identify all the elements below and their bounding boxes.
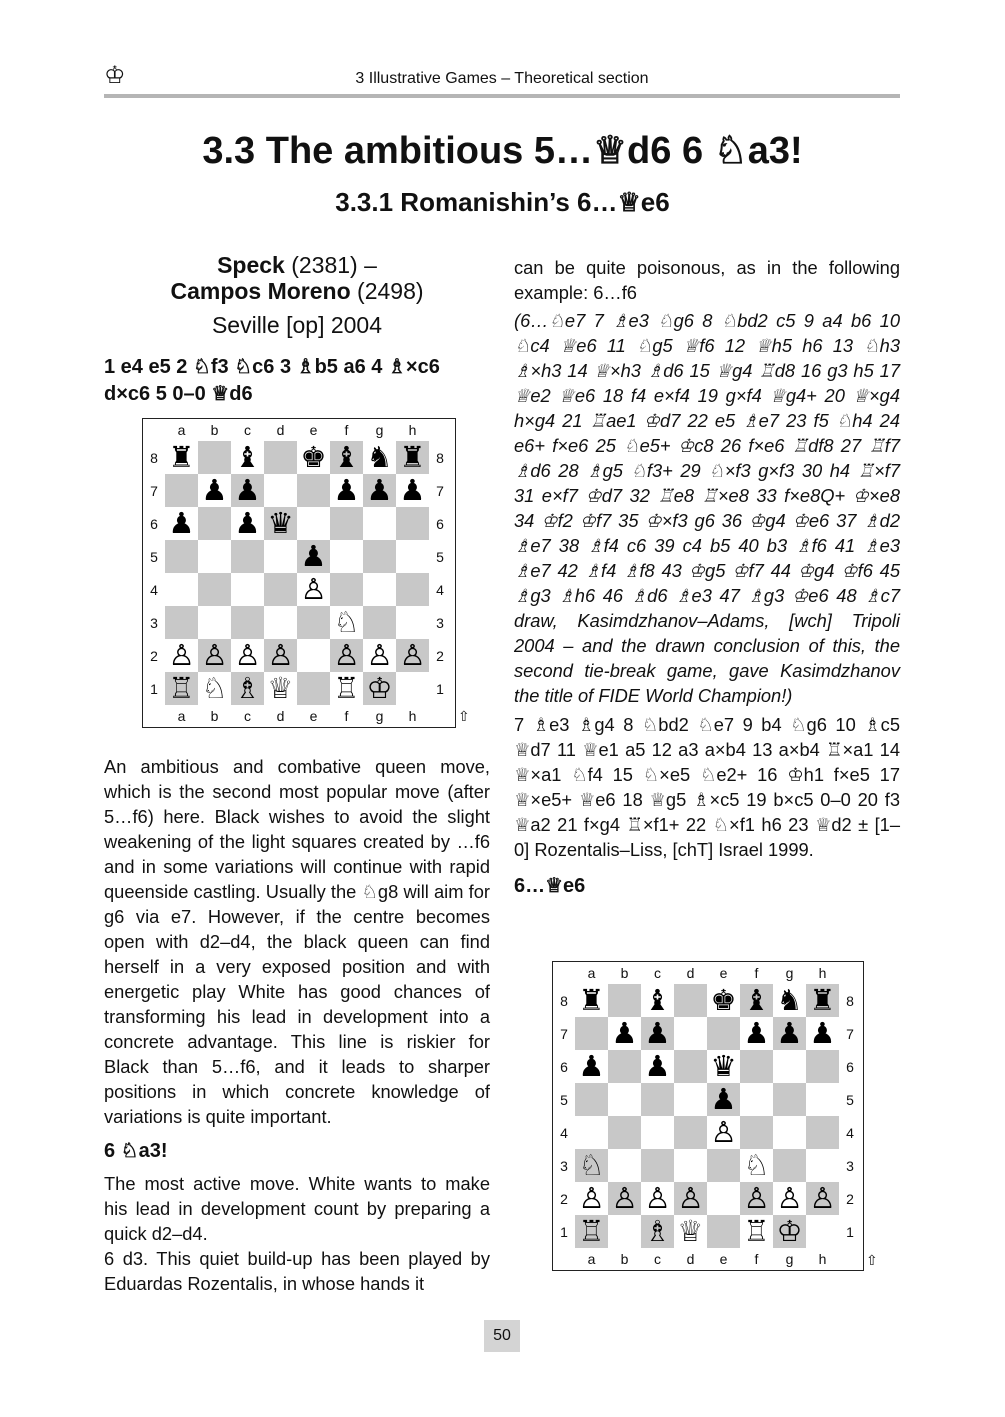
file-label-b: b [620,1251,629,1267]
square-a4 [165,573,198,606]
header-title: 3 Illustrative Games – Theoretical section [355,70,649,87]
square-g5 [363,540,396,573]
square-b8 [608,984,641,1017]
square-g7 [363,474,396,507]
file-label-a: a [587,965,596,981]
file-label-g: g [785,965,794,981]
white-rook-icon: ♖ [168,671,195,705]
square-c8 [641,984,674,1017]
chess-diagram-2 [552,961,864,1271]
square-e4 [297,573,330,606]
square-e5 [297,540,330,573]
white-knight-icon: ♘ [201,671,228,705]
square-e7 [297,474,330,507]
left-paragraph-1: An ambitious and combative queen move, which is the second most popular move (after 5…f6) here. Black wishes to avoid the slight weakening of the light squares created by …f6 and in some variations will continue with rapid queenside castling. Usually the ♘g8 will aim for g6 via e7. However, if the centre becomes open with d2–d4, the black queen can find herself in a very exposed position and with energetic play White has good chances of transforming his lead in development into a concrete advantage. This line is riskier for Black than 5…f6, and it leads to sharper positions in which concrete knowledge of variations is quite important. [104,756,490,1127]
square-b6 [608,1050,641,1083]
black-pawn-icon: ♟ [234,473,261,507]
file-label-a: a [177,708,186,724]
square-c8 [231,441,264,474]
square-c7 [641,1017,674,1050]
square-a3 [165,606,198,639]
square-f8 [740,984,773,1017]
rank-label-8: 8 [846,993,854,1009]
rank-label-3: 3 [846,1158,854,1174]
square-b2 [608,1182,641,1215]
white-rook-icon: ♖ [333,671,360,705]
square-d7 [674,1017,707,1050]
rank-label-5: 5 [560,1092,568,1108]
white-pawn-icon: ♙ [201,638,228,672]
square-a6 [575,1050,608,1083]
rank-label-2: 2 [150,648,158,664]
square-a3 [575,1149,608,1182]
square-f7 [740,1017,773,1050]
square-g1 [773,1215,806,1248]
subsection-title: 3.3.1 Romanishin’s 6…♕e6 [335,187,670,217]
square-g3 [363,606,396,639]
white-king-icon: ♔ [366,671,393,705]
square-c7 [231,474,264,507]
file-label-a: a [177,422,186,438]
game-heading [104,252,490,338]
white-pawn-icon: ♙ [710,1115,737,1149]
file-label-c: c [654,965,661,981]
left-paragraph-3: 6 d3. This quiet build-up has been played by Eduardas Rozentalis, in whose hands it [104,1248,490,1294]
right-column [514,255,900,899]
black-pawn-icon: ♟ [366,473,393,507]
square-d1 [264,672,297,705]
file-label-a: a [587,1251,596,1267]
square-e1 [297,672,330,705]
file-label-d: d [686,1251,695,1267]
square-c4 [231,573,264,606]
rank-label-6: 6 [560,1059,568,1075]
square-b6 [198,507,231,540]
square-h3 [806,1149,839,1182]
board-grid [575,984,839,1248]
board-grid [165,441,429,705]
square-b8 [198,441,231,474]
square-g4 [363,573,396,606]
rank-label-2: 2 [560,1191,568,1207]
white-pawn-icon: ♙ [300,572,327,606]
square-c2 [641,1182,674,1215]
square-d2 [264,639,297,672]
square-h5 [806,1083,839,1116]
rank-label-3: 3 [150,615,158,631]
file-label-e: e [719,965,728,981]
black-rook-icon: ♜ [578,983,605,1017]
file-label-d: d [686,965,695,981]
square-a6 [165,507,198,540]
square-c1 [641,1215,674,1248]
file-label-h: h [408,708,417,724]
right-paragraph-1: can be quite poisonous, as in the following example: 6…f6 [514,257,900,303]
square-a1 [165,672,198,705]
rank-label-7: 7 [436,483,444,499]
file-label-c: c [244,422,251,438]
square-d3 [264,606,297,639]
white-pawn-icon: ♙ [333,638,360,672]
rank-label-1: 1 [846,1224,854,1240]
square-h5 [396,540,429,573]
black-pawn-icon: ♟ [168,506,195,540]
file-label-g: g [785,1251,794,1267]
square-f1 [330,672,363,705]
rank-label-1: 1 [436,681,444,697]
black-elo: (2498) [357,278,424,304]
square-a1 [575,1215,608,1248]
black-pawn-icon: ♟ [333,473,360,507]
file-label-f: f [344,422,349,438]
section-title: 3.3 The ambitious 5…♕d6 6 ♘a3! [202,130,803,172]
square-b7 [198,474,231,507]
square-h4 [806,1116,839,1149]
square-a7 [575,1017,608,1050]
square-b4 [608,1116,641,1149]
file-label-e: e [309,708,318,724]
black-pawn-icon: ♟ [743,1016,770,1050]
white-rook-icon: ♖ [743,1214,770,1248]
rank-label-6: 6 [436,516,444,532]
square-d6 [674,1050,707,1083]
square-h2 [396,639,429,672]
square-e2 [297,639,330,672]
black-queen-icon: ♛ [267,506,294,540]
square-h6 [806,1050,839,1083]
white-pawn-icon: ♙ [644,1181,671,1215]
black-bishop-icon: ♝ [333,440,360,474]
opening-moves: 1 e4 e5 2 ♘f3 ♘c6 3 ♗b5 a6 4 ♗×c6 d×c6 5 0–0 ♕d6 [104,356,440,405]
rank-label-5: 5 [846,1092,854,1108]
square-d8 [264,441,297,474]
file-label-d: d [276,708,285,724]
square-f5 [740,1083,773,1116]
square-a2 [165,639,198,672]
black-queen-icon: ♛ [710,1049,737,1083]
square-h6 [396,507,429,540]
square-h7 [396,474,429,507]
black-rook-icon: ♜ [809,983,836,1017]
square-d6 [264,507,297,540]
square-e3 [297,606,330,639]
rank-label-4: 4 [846,1125,854,1141]
white-elo: (2381) – [291,252,377,278]
square-g2 [773,1182,806,1215]
white-pawn-icon: ♙ [234,638,261,672]
square-g4 [773,1116,806,1149]
square-h4 [396,573,429,606]
square-d8 [674,984,707,1017]
square-d2 [674,1182,707,1215]
white-pawn-icon: ♙ [399,638,426,672]
black-bishop-icon: ♝ [743,983,770,1017]
square-f3 [740,1149,773,1182]
rank-label-2: 2 [436,648,444,664]
square-c3 [641,1149,674,1182]
black-knight-icon: ♞ [366,440,393,474]
rank-label-4: 4 [560,1125,568,1141]
white-pawn-icon: ♙ [366,638,393,672]
square-e8 [707,984,740,1017]
white-pawn-icon: ♙ [168,638,195,672]
file-label-b: b [620,965,629,981]
file-label-h: h [818,965,827,981]
rank-label-3: 3 [560,1158,568,1174]
page-number: 50 [484,1320,520,1352]
left-column [104,252,490,1296]
square-e3 [707,1149,740,1182]
file-label-h: h [818,1251,827,1267]
square-g7 [773,1017,806,1050]
square-d4 [674,1116,707,1149]
black-king-icon: ♚ [710,983,737,1017]
file-label-f: f [754,965,759,981]
left-paragraph-2: The most active move. White wants to make his lead in development count by preparing a quick d2–d4. [104,1173,490,1244]
white-pawn-icon: ♙ [677,1181,704,1215]
square-f8 [330,441,363,474]
file-label-e: e [309,422,318,438]
white-pawn-icon: ♙ [611,1181,638,1215]
black-bishop-icon: ♝ [644,983,671,1017]
white-queen-icon: ♕ [267,671,294,705]
square-b1 [608,1215,641,1248]
move-heading-6-na3: 6 ♘a3! [104,1140,168,1162]
square-c5 [641,1083,674,1116]
rank-label-5: 5 [150,549,158,565]
square-d5 [674,1083,707,1116]
rank-label-7: 7 [560,1026,568,1042]
square-h1 [396,672,429,705]
square-c1 [231,672,264,705]
square-g6 [773,1050,806,1083]
rank-label-4: 4 [150,582,158,598]
white-bishop-icon: ♗ [234,671,261,705]
white-pawn-icon: ♙ [809,1181,836,1215]
rank-label-6: 6 [846,1059,854,1075]
black-pawn-icon: ♟ [809,1016,836,1050]
square-b4 [198,573,231,606]
square-d7 [264,474,297,507]
square-g3 [773,1149,806,1182]
square-c2 [231,639,264,672]
square-a8 [575,984,608,1017]
square-f3 [330,606,363,639]
black-pawn-icon: ♟ [201,473,228,507]
right-variation-paragraph: (6…♘e7 7 ♗e3 ♘g6 8 ♘bd2 c5 9 a4 b6 10 ♘c4 ♕e6 11 ♘g5 ♕f6 12 ♕h5 h6 13 ♘h3 ♗×h3 14 ♕×h3 ♗d6 15 ♕g4 ♖d8 16 g3 h5 17 ♕e2 ♕e6 18 f4 e×f4 19 g×f4 ♕g4+ 20 ♕×g4 h×g4 21 ♖ae1 ♔d7 22 e5 ♗e7 23 f5 ♘h4 24 e6+ f×e6 25 ♘e5+ ♔c8 26 f×e6 ♖df8 27 ♖f7 ♗d6 28 ♗g5 ♘f3+ 29 ♘×f3 g×f3 30 h4 ♖×f7 31 e×f7 ♔d7 32 ♖e8 ♖×e8 33 f×e8Q+ ♔×e8 34 ♔f2 ♔f7 35 ♔×f3 g6 36 ♔g4 ♔e6 37 ♗d2 ♗e7 38 ♗f4 c6 39 c4 b5 40 b3 ♗f6 41 ♗e3 ♗e7 42 ♗f4 ♗f8 43 ♔g5 ♔f7 44 ♔g4 ♔f6 45 ♗g3 ♗h6 46 ♗d6 ♗e3 47 ♗g3 ♔e6 48 ♗c7 draw, Kasimdzhanov–Adams, [wch] Tripoli 2004 – and the drawn conclusion of this, the second tie-break game, gave Kasimdzhanov the title of FIDE World Champion!) [514,310,900,706]
square-h7 [806,1017,839,1050]
square-g2 [363,639,396,672]
square-g5 [773,1083,806,1116]
square-e7 [707,1017,740,1050]
square-g8 [773,984,806,1017]
square-h3 [396,606,429,639]
file-label-g: g [375,422,384,438]
square-g1 [363,672,396,705]
square-c6 [231,507,264,540]
square-e8 [297,441,330,474]
square-b3 [608,1149,641,1182]
file-label-b: b [210,422,219,438]
square-f4 [740,1116,773,1149]
square-f6 [740,1050,773,1083]
rank-label-2: 2 [846,1191,854,1207]
square-a4 [575,1116,608,1149]
white-pawn-icon: ♙ [743,1181,770,1215]
white-king-icon: ♔ [776,1214,803,1248]
rank-label-8: 8 [436,450,444,466]
white-pawn-icon: ♙ [267,638,294,672]
black-bishop-icon: ♝ [234,440,261,474]
square-g6 [363,507,396,540]
rank-label-5: 5 [436,549,444,565]
black-rook-icon: ♜ [399,440,426,474]
file-label-b: b [210,708,219,724]
square-b1 [198,672,231,705]
square-f6 [330,507,363,540]
black-rook-icon: ♜ [168,440,195,474]
square-h8 [806,984,839,1017]
file-label-f: f [344,708,349,724]
black-pawn-icon: ♟ [644,1049,671,1083]
square-b3 [198,606,231,639]
white-bishop-icon: ♗ [644,1214,671,1248]
square-f2 [330,639,363,672]
square-g8 [363,441,396,474]
square-a5 [165,540,198,573]
white-knight-icon: ♘ [333,605,360,639]
file-label-d: d [276,422,285,438]
game-event: Seville [op] 2004 [211,312,383,338]
white-knight-icon: ♘ [743,1148,770,1182]
square-f4 [330,573,363,606]
square-d3 [674,1149,707,1182]
square-c5 [231,540,264,573]
white-rook-icon: ♖ [578,1214,605,1248]
black-pawn-icon: ♟ [776,1016,803,1050]
square-a5 [575,1083,608,1116]
square-h8 [396,441,429,474]
square-e5 [707,1083,740,1116]
black-pawn-icon: ♟ [644,1016,671,1050]
rank-label-6: 6 [150,516,158,532]
file-label-e: e [719,1251,728,1267]
file-label-h: h [408,422,417,438]
white-pawn-icon: ♙ [776,1181,803,1215]
black-player: Campos Moreno [170,278,351,304]
rank-label-4: 4 [436,582,444,598]
rank-label-1: 1 [560,1224,568,1240]
file-label-c: c [654,1251,661,1267]
square-d4 [264,573,297,606]
rank-label-3: 3 [436,615,444,631]
black-pawn-icon: ♟ [578,1049,605,1083]
square-c3 [231,606,264,639]
square-h2 [806,1182,839,1215]
black-pawn-icon: ♟ [611,1016,638,1050]
right-paragraph-3: 7 ♗e3 ♗g4 8 ♘bd2 ♘e7 9 b4 ♘g6 10 ♗c5 ♕d7 11 ♕e1 a5 12 a3 a×b4 13 a×b4 ♖×a1 14 ♕×a1 ♘f4 15 ♘×e5 ♘e2+ 16 ♔h1 f×e5 17 ♕×e5+ ♕e6 18 ♕g5 ♗×c5 19 b×c5 0–0 20 f3 ♕a2 21 f×g4 ♖×f1+ 22 ♘×f1 h6 23 ♕d2 ± [1–0] Rozentalis–Liss, [chT] Israel 1999. [514,714,900,860]
square-d1 [674,1215,707,1248]
move-heading-6-qe6: 6…♕e6 [514,875,586,897]
square-b7 [608,1017,641,1050]
square-c6 [641,1050,674,1083]
square-e6 [707,1050,740,1083]
black-knight-icon: ♞ [776,983,803,1017]
square-c4 [641,1116,674,1149]
square-f5 [330,540,363,573]
rank-label-1: 1 [150,681,158,697]
rank-label-8: 8 [560,993,568,1009]
white-pawn-icon: ♙ [578,1181,605,1215]
square-e2 [707,1182,740,1215]
file-label-c: c [244,708,251,724]
square-d5 [264,540,297,573]
rank-label-8: 8 [150,450,158,466]
chess-diagram-1 [142,418,456,728]
white-knight-icon: ♘ [578,1148,605,1182]
black-king-icon: ♚ [300,440,327,474]
square-f7 [330,474,363,507]
square-e6 [297,507,330,540]
running-header [104,60,900,98]
rank-label-7: 7 [846,1026,854,1042]
white-to-move-icon: ⇧ [866,1252,878,1268]
white-to-move-icon: ⇧ [458,708,470,724]
file-label-f: f [754,1251,759,1267]
square-h1 [806,1215,839,1248]
rank-label-7: 7 [150,483,158,499]
square-f2 [740,1182,773,1215]
square-b2 [198,639,231,672]
square-e4 [707,1116,740,1149]
square-b5 [198,540,231,573]
black-pawn-icon: ♟ [399,473,426,507]
square-a7 [165,474,198,507]
square-e1 [707,1215,740,1248]
black-pawn-icon: ♟ [300,539,327,573]
square-b5 [608,1083,641,1116]
square-a8 [165,441,198,474]
square-a2 [575,1182,608,1215]
black-pawn-icon: ♟ [710,1082,737,1116]
file-label-g: g [375,708,384,724]
square-f1 [740,1215,773,1248]
king-crown-icon: ♔ [104,62,126,89]
black-pawn-icon: ♟ [234,506,261,540]
white-player: Speck [217,252,285,278]
white-queen-icon: ♕ [677,1214,704,1248]
